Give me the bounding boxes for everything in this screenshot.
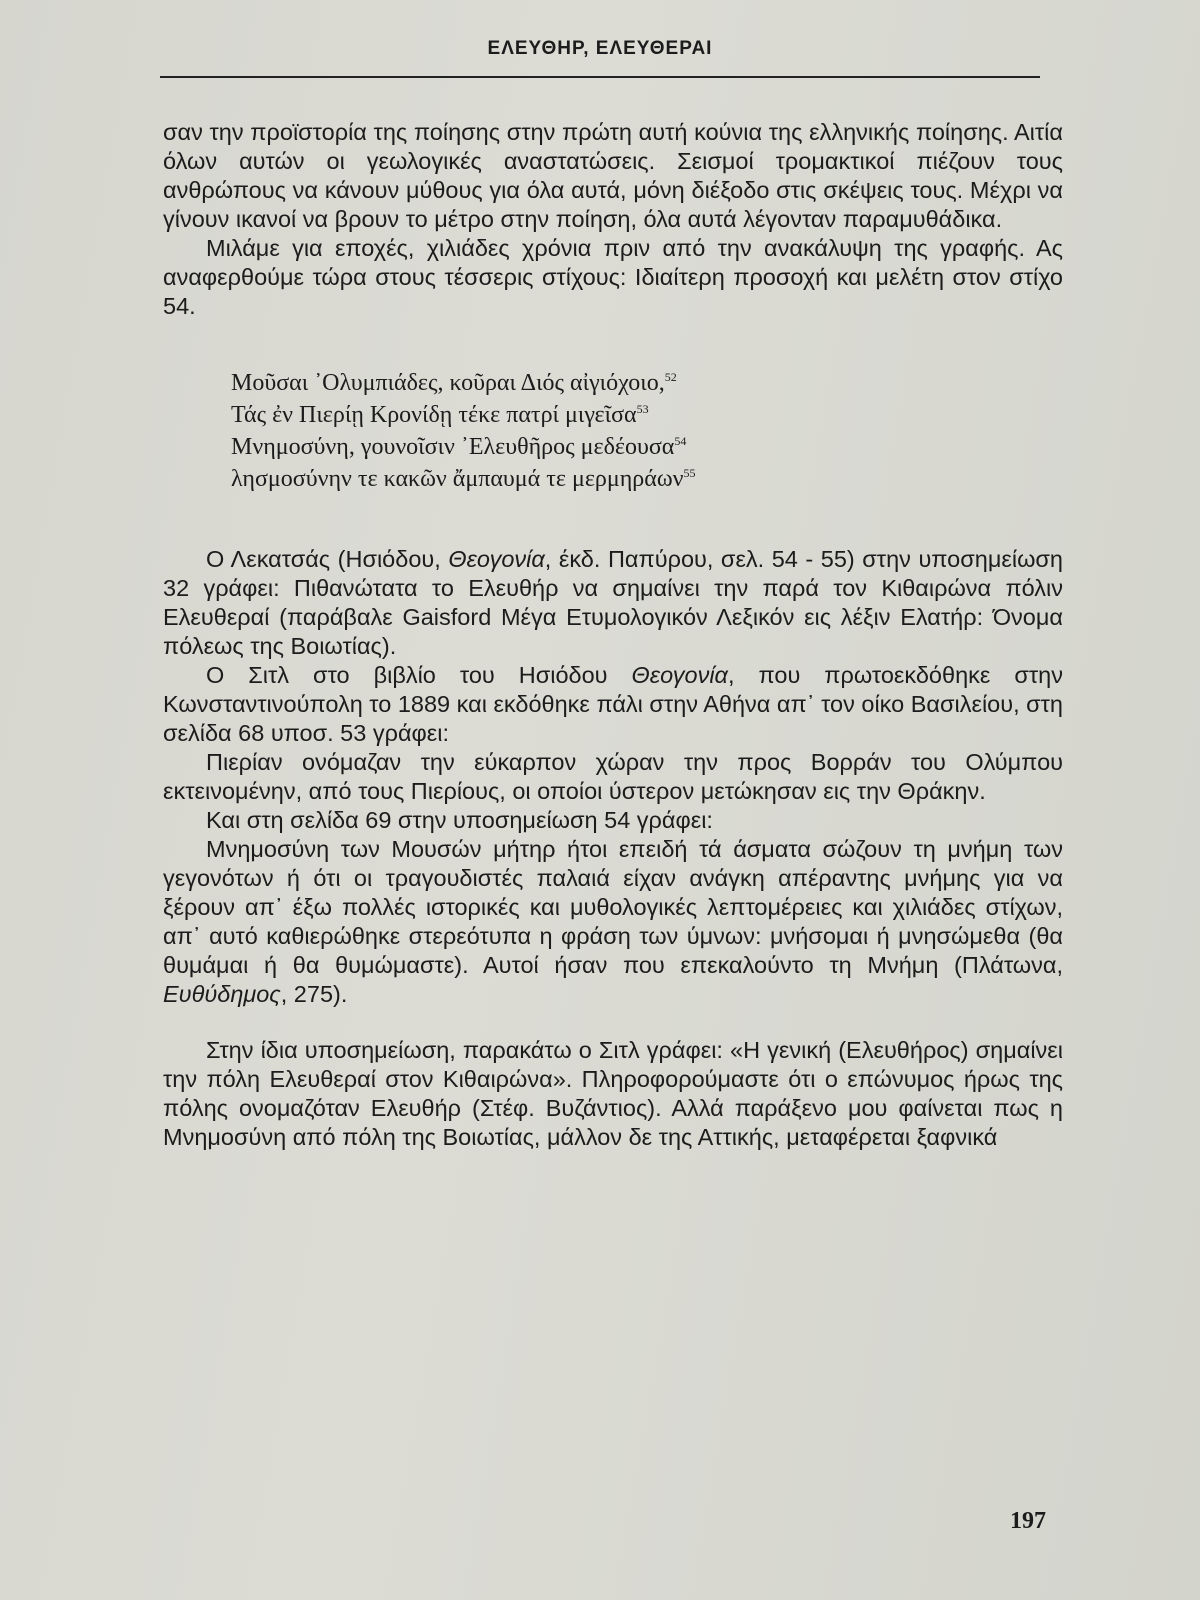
footnote-ref: 52 <box>664 370 677 384</box>
body-text <box>163 118 1063 1152</box>
page-number: 197 <box>1010 1508 1046 1534</box>
paragraph: Μνημοσύνη των Μουσών μήτηρ ήτοι επειδή τά άσματα σώζουν τη μνήμη των γεγονότων ή ότι οι τραγουδιστές παλαιά είχαν ανάγκη απέραντης μνήμης για να ξέρουν απ᾽ έξω πολλές ιστορικές και μυθολογικές λεπτομέρειες και χιλιάδες στίχων, απ᾽ αυτό καθιερώθηκε στερεότυπα η φράση των ύμνων: μνήσομαι ή μνησώμεθα (θα θυμάμαι ή θα θυμώμαστε). Αυτοί ήσαν που επεκαλούντο τη Μνήμη (Πλάτωνα, Ευθύδημος, 275). <box>163 836 1063 1007</box>
footnote-ref: 53 <box>636 402 649 416</box>
verse-line: λησμοσύνην τε κακῶν ἄμπαυμά τε μερμηράων$^{55}$ <box>231 466 696 492</box>
running-head: ΕΛΕΥΘΗΡ, ΕΛΕΥΘΕΡΑΙ <box>487 38 713 59</box>
verse-line: Μνημοσύνη, γουνοῖσιν ᾽Ελευθῆρος μεδέουσα$^{54}$ <box>231 434 687 460</box>
header-rule <box>160 76 1040 78</box>
paragraph: Στην ίδια υποσημείωση, παρακάτω ο Σιτλ γράφει: «Η γενική (Ελευθήρος) σημαίνει την πόλη Ελευθεραί στον Κιθαιρώνα». Πληροφορούμαστε ότι ο επώνυμος ήρως της πόλης ονομαζόταν Ελευθήρ (Στέφ. Βυζάντιος). Αλλά παράξενο μου φαίνεται πως η Μνημοσύνη από πόλη της Βοιωτίας, μάλλον δε της Αττικής, μεταφέρεται ξαφνικά <box>163 1037 1063 1150</box>
paragraph: Μιλάμε για εποχές, χιλιάδες χρόνια πριν από την ανακάλυψη της γραφής. Ας αναφερθούμε τώρα στους τέσσερις στίχους: Ιδιαίτερη προσοχή και μελέτη στον στίχο 54. <box>163 235 1063 319</box>
footnote-ref: 54 <box>674 434 687 448</box>
footnote-ref: 55 <box>683 466 696 480</box>
paragraph: Πιερίαν ονόμαζαν την εύκαρπον χώραν την προς Βορράν του Ολύμπου εκτεινομένην, από τους Πιερίους, οι οποίοι ύστερον μετώκησαν εις την Θράκην. <box>163 749 1063 804</box>
paragraph: Και στη σελίδα 69 στην υποσημείωση 54 γράφει: <box>206 807 713 833</box>
paragraph: σαν την προϊστορία της ποίησης στην πρώτη αυτή κούνια της ελληνικής ποίησης. Αιτία όλων αυτών οι γεωλογικές αναστατώσεις. Σεισμοί τρομακτικοί πιέζουν τους ανθρώπους να κάνουν μύθους για όλα αυτά, μόνη διέξοδο στις σκέψεις τους. Μέχρι να γίνουν ικανοί να βρουν το μέτρο στην ποίηση, όλα αυτά λέγονταν παραμυθάδικα. <box>163 119 1063 232</box>
paragraph: Ο Σιτλ στο βιβλίο του Ησιόδου Θεογονία, που πρωτοεκδόθηκε στην Κωνσταντινούπολη το 1889 και εκδόθηκε πάλι στην Αθήνα απ᾽ τον οίκο Βασιλείου, στη σελίδα 68 υποσ. 53 γράφει: <box>163 662 1063 746</box>
verse-quote <box>231 367 1063 495</box>
verse-line: Τάς ἐν Πιερίῃ Κρονίδῃ τέκε πατρί μιγεῖσα$^{53}$ <box>231 402 649 428</box>
verse-line: Μοῦσαι ᾽Ολυμπιάδες, κοῦραι Διός αἰγιόχοιο,$^{52}$ <box>231 370 677 396</box>
paragraph: Ο Λεκατσάς (Ησιόδου, Θεογονία, έκδ. Παπύρου, σελ. 54 - 55) στην υποσημείωση 32 γράφει: Πιθανώτατα το Ελευθήρ να σημαίνει την παρά τον Κιθαιρώνα πόλιν Ελευθεραί (παράβαλε Gaisford Μέγα Ετυμολογικόν Λεξικόν εις λέξιν Ελατήρ: Όνομα πόλεως της Βοιωτίας). <box>163 546 1063 659</box>
